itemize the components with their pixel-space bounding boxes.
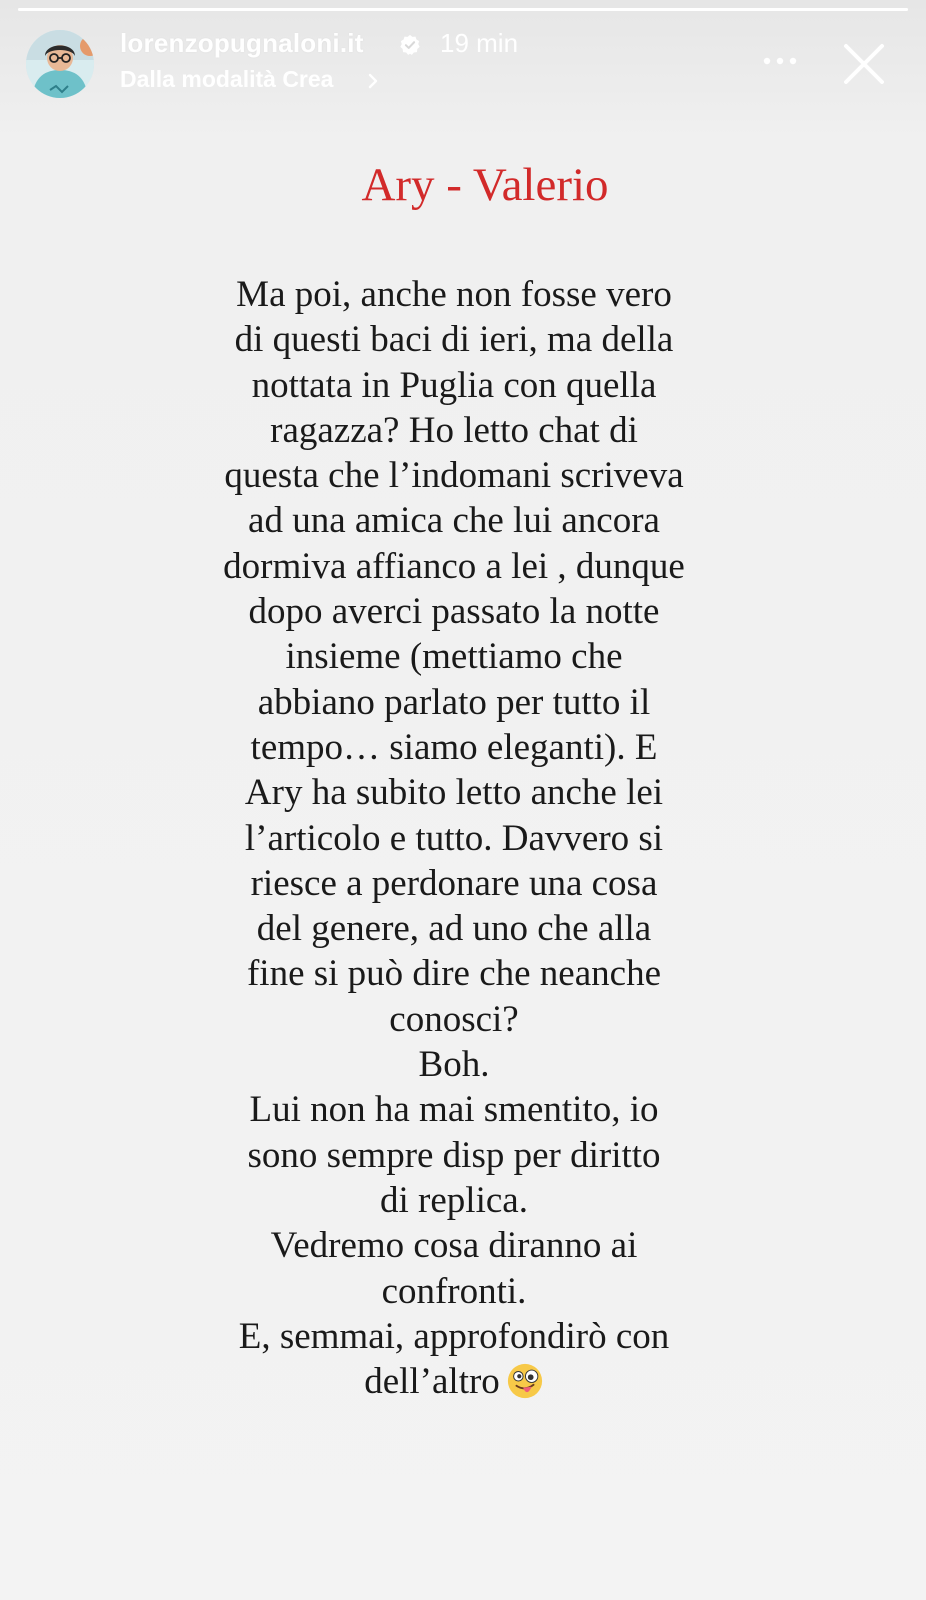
post-time: 19 min xyxy=(440,28,519,58)
story-text-line: tempo… siamo eleganti). E xyxy=(250,726,658,768)
avatar-image xyxy=(26,30,94,98)
close-icon[interactable] xyxy=(840,40,888,88)
story-text-line: insieme (mettiamo che xyxy=(285,636,623,678)
chevron-right-icon xyxy=(367,72,379,90)
story-text-line: Ary ha subito letto anche lei xyxy=(244,772,664,814)
story-title: Ary - Valerio xyxy=(361,159,609,211)
story-text-line: Lui non ha mai smentito, io xyxy=(249,1089,659,1131)
story-text-line: nottata in Puglia con quella xyxy=(251,364,657,406)
story-text-line: abbiano parlato per tutto il xyxy=(257,681,651,723)
story-text-line: questa che l’indomani scriveva xyxy=(224,455,684,497)
story-text-line: ad una amica che lui ancora xyxy=(248,500,660,542)
create-mode-link[interactable]: Dalla modalità Crea xyxy=(120,66,334,92)
story-text-line: l’articolo e tutto. Davvero si xyxy=(244,817,664,859)
story-progress-bar xyxy=(18,8,908,11)
story-text-line: di questi baci di ieri, ma della xyxy=(234,319,674,361)
winking-face-with-tongue-emoji-icon xyxy=(506,1362,544,1400)
story-progress-fill xyxy=(18,8,908,11)
story-text-line: del genere, ad uno che alla xyxy=(256,908,652,950)
story-text-line: confronti. xyxy=(381,1270,527,1312)
story-text-line: ragazza? Ho letto chat di xyxy=(270,409,638,451)
story-text-line: dormiva affianco a lei , dunque xyxy=(223,545,685,587)
story-text-line: Vedremo cosa diranno ai xyxy=(270,1225,638,1267)
story-text-line: fine si può dire che neanche xyxy=(246,953,661,995)
username[interactable]: lorenzopugnaloni.it xyxy=(120,28,364,58)
story-text-line: E, semmai, approfondirò con xyxy=(238,1315,670,1357)
verified-badge-icon xyxy=(399,34,421,56)
story-text-line: sono sempre disp per diritto xyxy=(247,1134,661,1176)
story-text-line: riesce a perdonare una cosa xyxy=(250,862,658,904)
story-text-line: Ma poi, anche non fosse vero xyxy=(236,274,672,315)
more-options-icon[interactable] xyxy=(760,48,800,74)
story-text-line: di replica. xyxy=(380,1179,528,1221)
story-text-line: conosci? xyxy=(389,998,519,1040)
story-text-line: dell’altro xyxy=(180,1359,728,1404)
story-text-line: dopo averci passato la notte xyxy=(248,591,660,633)
story-body-text xyxy=(180,272,728,1404)
story-text-line: Boh. xyxy=(418,1044,490,1086)
avatar[interactable] xyxy=(26,30,94,98)
